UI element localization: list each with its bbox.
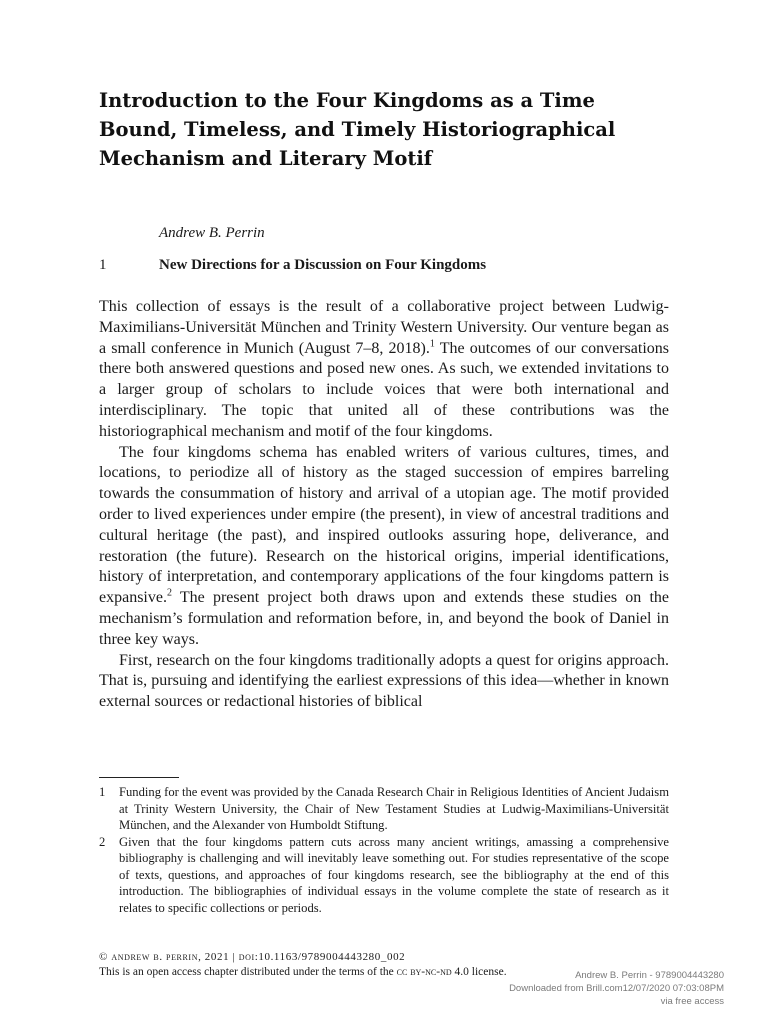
- license-link[interactable]: cc by-nc-nd: [396, 966, 452, 978]
- download-watermark: [464, 969, 724, 1008]
- section-number: 1: [99, 257, 107, 273]
- chapter-title: Introduction to the Four Kingdoms as a Time Bound, Timeless, and Timely Historiographical Mechanism and Literary Motif: [99, 89, 616, 170]
- license-prefix: This is an open access chapter distributed under the terms of the: [99, 966, 397, 978]
- paragraph-3: First, research on the four kingdoms traditionally adopts a quest for origins approach. That is, pursuing and identifying the earliest expressions of this idea—whether in known external sources or redactional histories of biblical: [99, 651, 669, 711]
- footnote-text: Funding for the event was provided by the Canada Research Chair in Religious Identities of Ancient Judaism at Trinity Western University, the Chair of New Testament Studies at Ludwig-Maximilians-Universität München, and the Alexander von Humboldt Stiftung.: [119, 785, 669, 832]
- copyright-holder: andrew b. perrin, 2021: [111, 951, 230, 963]
- license-suffix: 4.0 license.: [451, 966, 507, 978]
- paragraph-1: [99, 297, 669, 443]
- footnote-2: [99, 834, 669, 917]
- watermark-line-2: Downloaded from Brill.com12/07/2020 07:03:08PM: [509, 983, 724, 994]
- footnote-number: 1: [99, 785, 106, 799]
- paragraph-1-continued: The outcomes of our conversations there both answered questions and posed new ones. As such, we extended invitations to a larger group of scholars to include voices that were both international and interdisciplinary. The topic that united all of these contributions was the historiographical mechanism and motif of the four kingdoms.: [99, 339, 670, 440]
- author-name: Andrew B. Perrin: [159, 225, 265, 241]
- paragraph-1-text: This collection of essays is the result of a collaborative project between Ludwig-Maximilians-Universität München and Trinity Western University. Our venture began as a small conference in Munich (August 7–8, 2018).: [99, 298, 669, 357]
- body-text: [99, 297, 669, 713]
- watermark-line-3: via free access: [660, 996, 724, 1007]
- footnote-divider: [99, 777, 179, 778]
- footnote-ref-1[interactable]: 1: [429, 338, 435, 350]
- paragraph-2-continued: The present project both draws upon and extends these studies on the mechanism’s formulation and reformation before, in, and beyond the book of Daniel in three key ways.: [99, 589, 669, 648]
- copyright-separator: |: [232, 951, 236, 963]
- footnotes: [99, 784, 669, 916]
- footnote-text: Given that the four kingdoms pattern cuts across many ancient writings, amassing a comprehensive bibliography is challenging and will inevitably leave something out. For studies representative of the scope of texts, questions, and approaches of four kingdoms research, see the bibliography at the end of this introduction. The bibliographies of individual essays in the volume complete the state of research as it relates to specific collections or periods.: [119, 834, 669, 915]
- section-title: New Directions for a Discussion on Four Kingdoms: [159, 257, 487, 273]
- footnote-1: [99, 784, 669, 834]
- copyright-line: [99, 951, 669, 963]
- paragraph-2-text: The four kingdoms schema has enabled writers of various cultures, times, and locations, to periodize all of history as the staged succession of empires barreling towards the consummation of history and arrival of a utopian age. The motif provided order to lived experiences under empire (the present), in view of ancestral traditions and cultural heritage (the past), and inspired outlooks assuring hope, deliverance, and restoration (the future). Research on the historical origins, imperial identifications, history of interpretation, and contemporary applications of the four kingdoms pattern is expansive.: [99, 443, 669, 607]
- watermark-line-1: Andrew B. Perrin - 9789004443280: [575, 970, 724, 981]
- section-heading: [99, 257, 669, 274]
- paragraph-2: [99, 443, 669, 651]
- doi-link[interactable]: doi:10.1163/9789004443280_002: [238, 951, 406, 963]
- copyright-symbol: ©: [99, 951, 108, 963]
- footnote-ref-2[interactable]: 2: [166, 587, 172, 599]
- footnote-number: 2: [99, 834, 106, 849]
